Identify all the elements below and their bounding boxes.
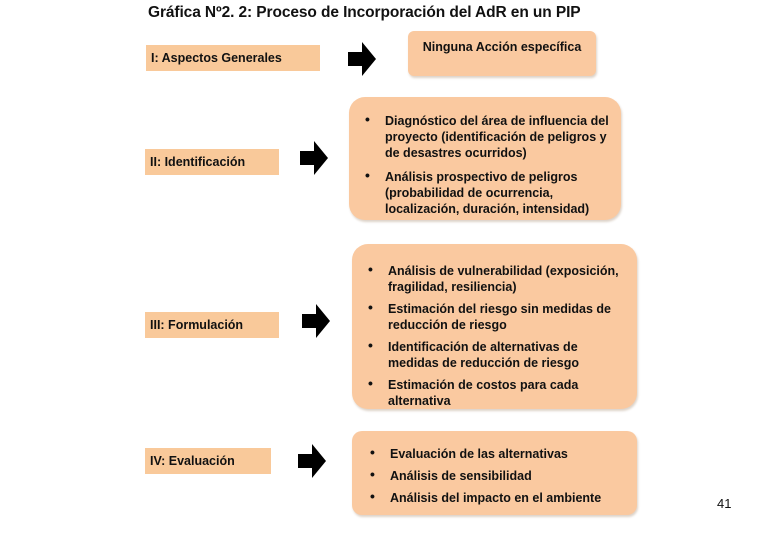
stage-label-evaluacion: IV: Evaluación xyxy=(145,448,271,474)
right-arrow-icon xyxy=(300,141,328,175)
stage-item: Ninguna Acción específica xyxy=(422,40,582,54)
stage-item: • Análisis del impacto en el ambiente xyxy=(366,490,627,506)
page-number: 41 xyxy=(717,496,732,511)
stage-box-formulacion xyxy=(352,244,637,409)
stage-label-formulacion: III: Formulación xyxy=(145,312,279,338)
stage-item: • Análisis prospectivo de peligros (probabilidad de ocurrencia, localización, duración, intensidad) xyxy=(361,169,609,217)
stage-box-aspectos-generales xyxy=(408,31,596,76)
right-arrow-icon xyxy=(298,444,326,478)
stage-label-aspectos-generales: I: Aspectos Generales xyxy=(146,45,320,71)
stage-box-identificacion xyxy=(349,97,621,220)
stage-item: • Análisis de sensibilidad xyxy=(366,468,627,484)
stage-box-evaluacion xyxy=(352,431,637,515)
right-arrow-icon xyxy=(348,42,376,76)
diagram-title: Gráfica Nº2. 2: Proceso de Incorporación del AdR en un PIP xyxy=(148,4,581,21)
stage-item: • Estimación de costos para cada alternativa xyxy=(364,377,627,409)
stage-item: • Identificación de alternativas de medidas de reducción de riesgo xyxy=(364,339,627,371)
stage-item: • Diagnóstico del área de influencia del proyecto (identificación de peligros y de desastres ocurridos) xyxy=(361,113,609,161)
stage-item: • Análisis de vulnerabilidad (exposición, fragilidad, resiliencia) xyxy=(364,263,627,295)
stage-label-identificacion: II: Identificación xyxy=(145,149,279,175)
stage-item: • Evaluación de las alternativas xyxy=(366,446,627,462)
stage-item: • Estimación del riesgo sin medidas de reducción de riesgo xyxy=(364,301,627,333)
right-arrow-icon xyxy=(302,304,330,338)
